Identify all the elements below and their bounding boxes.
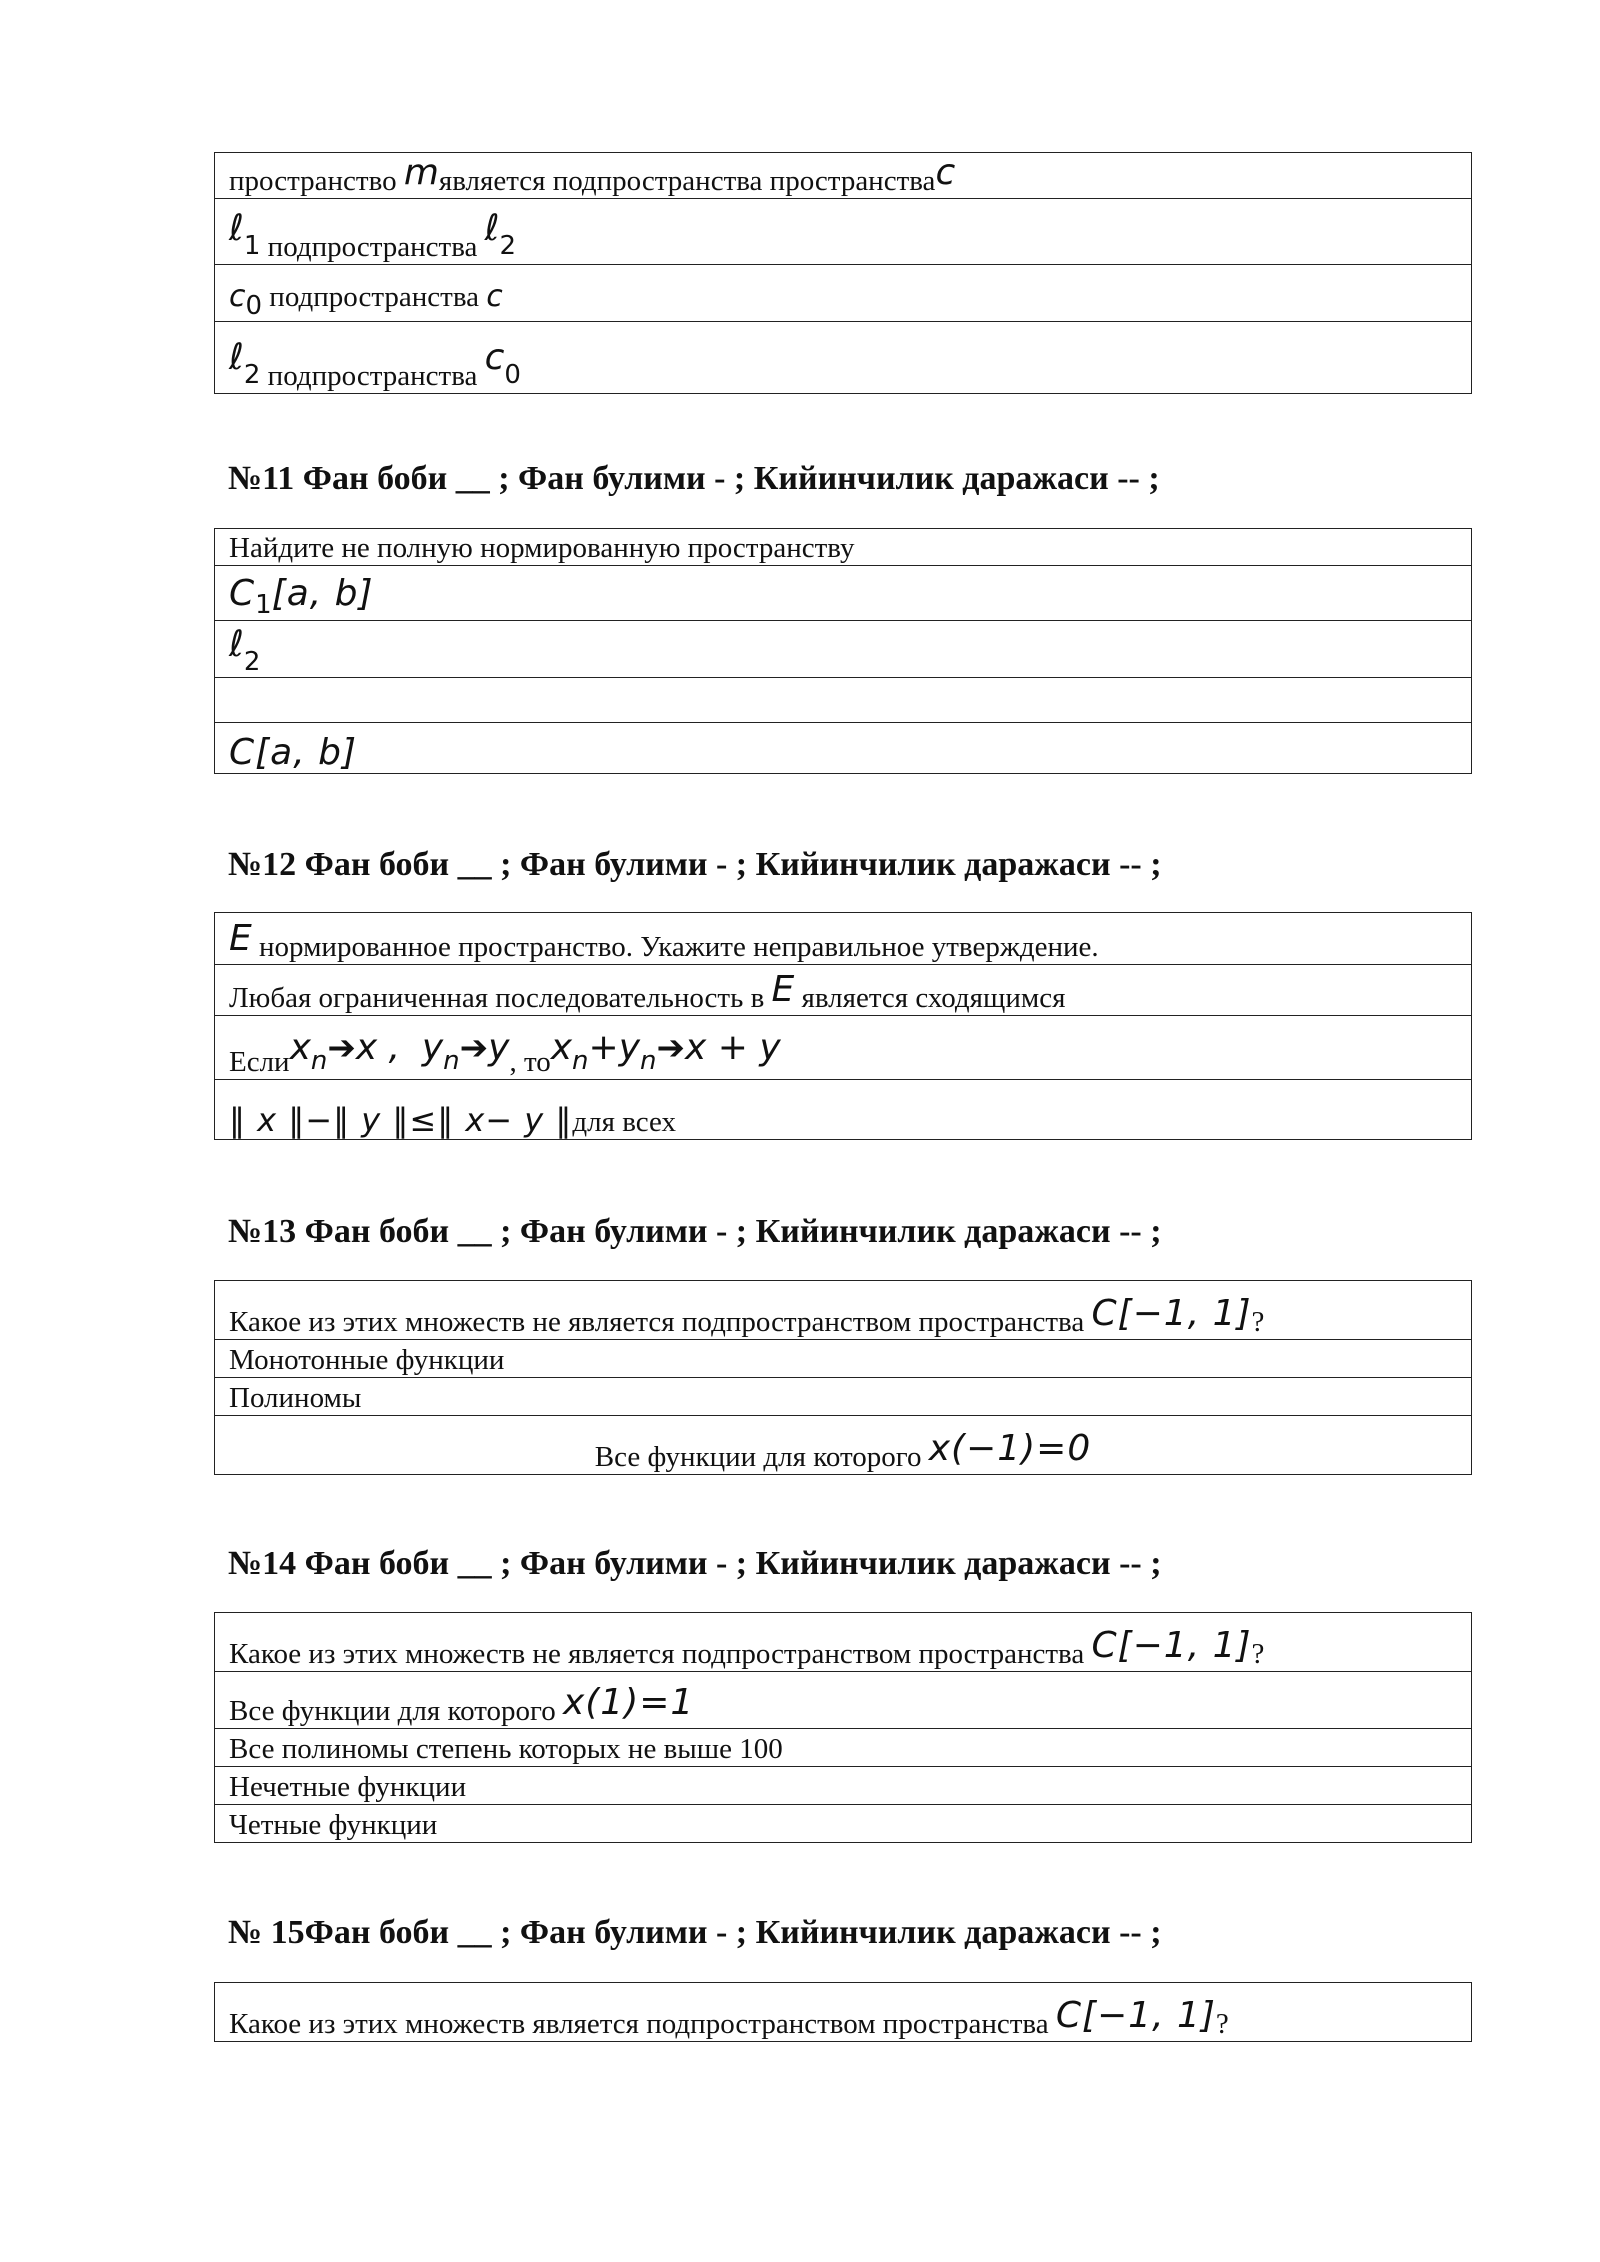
math-symbol: ℓ	[229, 208, 244, 249]
math-formula: x + y	[685, 1027, 781, 1069]
math-subscript: n	[640, 1046, 657, 1077]
option-text: , то	[509, 1046, 551, 1079]
math-subscript: 2	[243, 360, 261, 390]
q11-options-table	[214, 528, 1472, 774]
question-mark: ?	[1251, 1306, 1265, 1339]
math-symbol: E	[229, 918, 252, 960]
q15-options-table	[214, 1982, 1472, 2042]
q11-heading: №11 Фан боби __ ; Фан булими - ; Кийинчилик даражаси -- ;	[228, 460, 1160, 497]
q12-options-table	[214, 912, 1472, 1140]
math-symbol: c	[484, 337, 505, 378]
q10-option-row	[215, 198, 1472, 264]
math-formula: C[−1, 1]	[1055, 1995, 1216, 2037]
q12-heading: №12 Фан боби __ ; Фан булими - ; Кийинчилик даражаси -- ;	[228, 846, 1162, 883]
q14-option-2: Все полиномы степень которых не выше 100	[215, 1729, 1472, 1767]
q10-option-4	[215, 321, 1472, 393]
question-text: Какое из этих множеств является подпространством пространства	[229, 2008, 1049, 2041]
option-text: Любая ограниченная последовательность в	[229, 982, 765, 1015]
option-text: для всех	[572, 1106, 676, 1139]
math-formula: [a, b]	[255, 732, 358, 774]
math-symbol: x	[289, 1027, 311, 1069]
math-subscript: 0	[245, 291, 263, 322]
math-subscript: 0	[504, 360, 521, 390]
question-mark: ?	[1215, 2008, 1229, 2041]
q13-option-1: Монотонные функции	[215, 1340, 1472, 1378]
q15-question	[215, 1983, 1472, 2042]
math-subscript: 1	[243, 231, 261, 261]
math-subscript: 2	[243, 647, 261, 678]
q11-option-4	[215, 723, 1472, 774]
question-mark: ?	[1251, 1638, 1265, 1671]
math-symbol: c	[486, 279, 503, 315]
math-symbol: C	[229, 573, 256, 615]
q10-option-row	[215, 321, 1472, 393]
math-symbol: ℓ	[484, 208, 500, 249]
math-symbol: C	[229, 732, 256, 774]
q10-option-3	[215, 264, 1472, 321]
option-text: Если	[229, 1046, 290, 1079]
q13-options-table	[214, 1280, 1472, 1475]
option-text: подпространства	[267, 231, 478, 263]
math-symbol: y	[488, 1027, 510, 1069]
math-symbol: c	[229, 279, 246, 315]
math-formula: C[−1, 1]	[1091, 1625, 1252, 1667]
option-text: подпространства	[269, 281, 479, 314]
q12-question	[215, 913, 1472, 965]
math-formula: x(1)=1	[562, 1682, 695, 1724]
q14-option-1	[215, 1672, 1472, 1729]
math-symbol: m	[403, 152, 439, 193]
math-subscript: n	[310, 1046, 328, 1077]
arrow-icon: ➔	[327, 1028, 356, 1069]
q10-option-row	[215, 264, 1472, 321]
math-symbol: x	[550, 1027, 573, 1069]
q10-option-row	[215, 153, 1472, 199]
q13-option-3	[215, 1416, 1472, 1475]
math-symbol: E	[771, 969, 795, 1011]
q14-options-table	[214, 1612, 1472, 1843]
math-subscript: 2	[499, 231, 517, 261]
q15-heading: № 15Фан боби __ ; Фан булими - ; Кийинчилик даражаси -- ;	[228, 1914, 1162, 1951]
q14-option-3: Нечетные функции	[215, 1767, 1472, 1805]
q12-option-1	[215, 965, 1472, 1016]
q10-option-1	[215, 153, 1472, 199]
option-text: Все функции для которого	[594, 1441, 922, 1474]
arrow-icon: ➔	[459, 1028, 489, 1069]
arrow-icon: ➔	[656, 1028, 685, 1069]
option-text: является подпространства пространства	[438, 165, 936, 197]
q13-question	[215, 1281, 1472, 1340]
q12-option-2	[215, 1016, 1472, 1080]
q14-option-4: Четные функции	[215, 1805, 1472, 1843]
q13-heading: №13 Фан боби __ ; Фан булими - ; Кийинчилик даражаси -- ;	[228, 1213, 1162, 1250]
math-symbol: +	[588, 1027, 619, 1069]
q11-option-3	[215, 678, 1472, 723]
q13-option-2: Полиномы	[215, 1378, 1472, 1416]
q11-question: Найдите не полную нормированную пространству	[215, 529, 1472, 566]
q10-options-table	[214, 152, 1472, 394]
option-text: является сходящимся	[801, 982, 1066, 1015]
math-symbol: x ,	[355, 1027, 401, 1069]
math-formula: ‖ x ‖−‖ y ‖≤‖ x− y ‖	[229, 1101, 573, 1140]
q10-option-2	[215, 198, 1472, 264]
math-subscript: n	[572, 1046, 589, 1077]
math-formula: x(−1)=0	[928, 1428, 1092, 1470]
question-text: Какое из этих множеств не является подпространством пространства	[229, 1306, 1085, 1339]
q11-option-1	[215, 566, 1472, 621]
question-text: нормированное пространство. Укажите неправильное утверждение.	[259, 931, 1099, 964]
q14-heading: №14 Фан боби __ ; Фан булими - ; Кийинчилик даражаси -- ;	[228, 1545, 1162, 1582]
q11-option-2	[215, 621, 1472, 678]
math-formula: [a, b]	[271, 573, 374, 615]
option-text: подпространства	[267, 360, 478, 392]
question-text: Какое из этих множеств не является подпространством пространства	[229, 1638, 1085, 1671]
math-subscript: 1	[255, 590, 272, 621]
math-symbol: ℓ	[229, 624, 244, 666]
math-symbol: c	[935, 152, 956, 193]
math-formula: C[−1, 1]	[1091, 1293, 1252, 1335]
math-symbol: y	[421, 1027, 444, 1069]
option-text: Все функции для которого	[229, 1695, 556, 1728]
math-subscript: n	[443, 1046, 460, 1077]
option-text: пространство	[229, 165, 397, 197]
math-symbol: y	[618, 1027, 641, 1069]
q14-question	[215, 1613, 1472, 1672]
q12-option-3	[215, 1080, 1472, 1140]
math-symbol: ℓ	[229, 337, 244, 378]
